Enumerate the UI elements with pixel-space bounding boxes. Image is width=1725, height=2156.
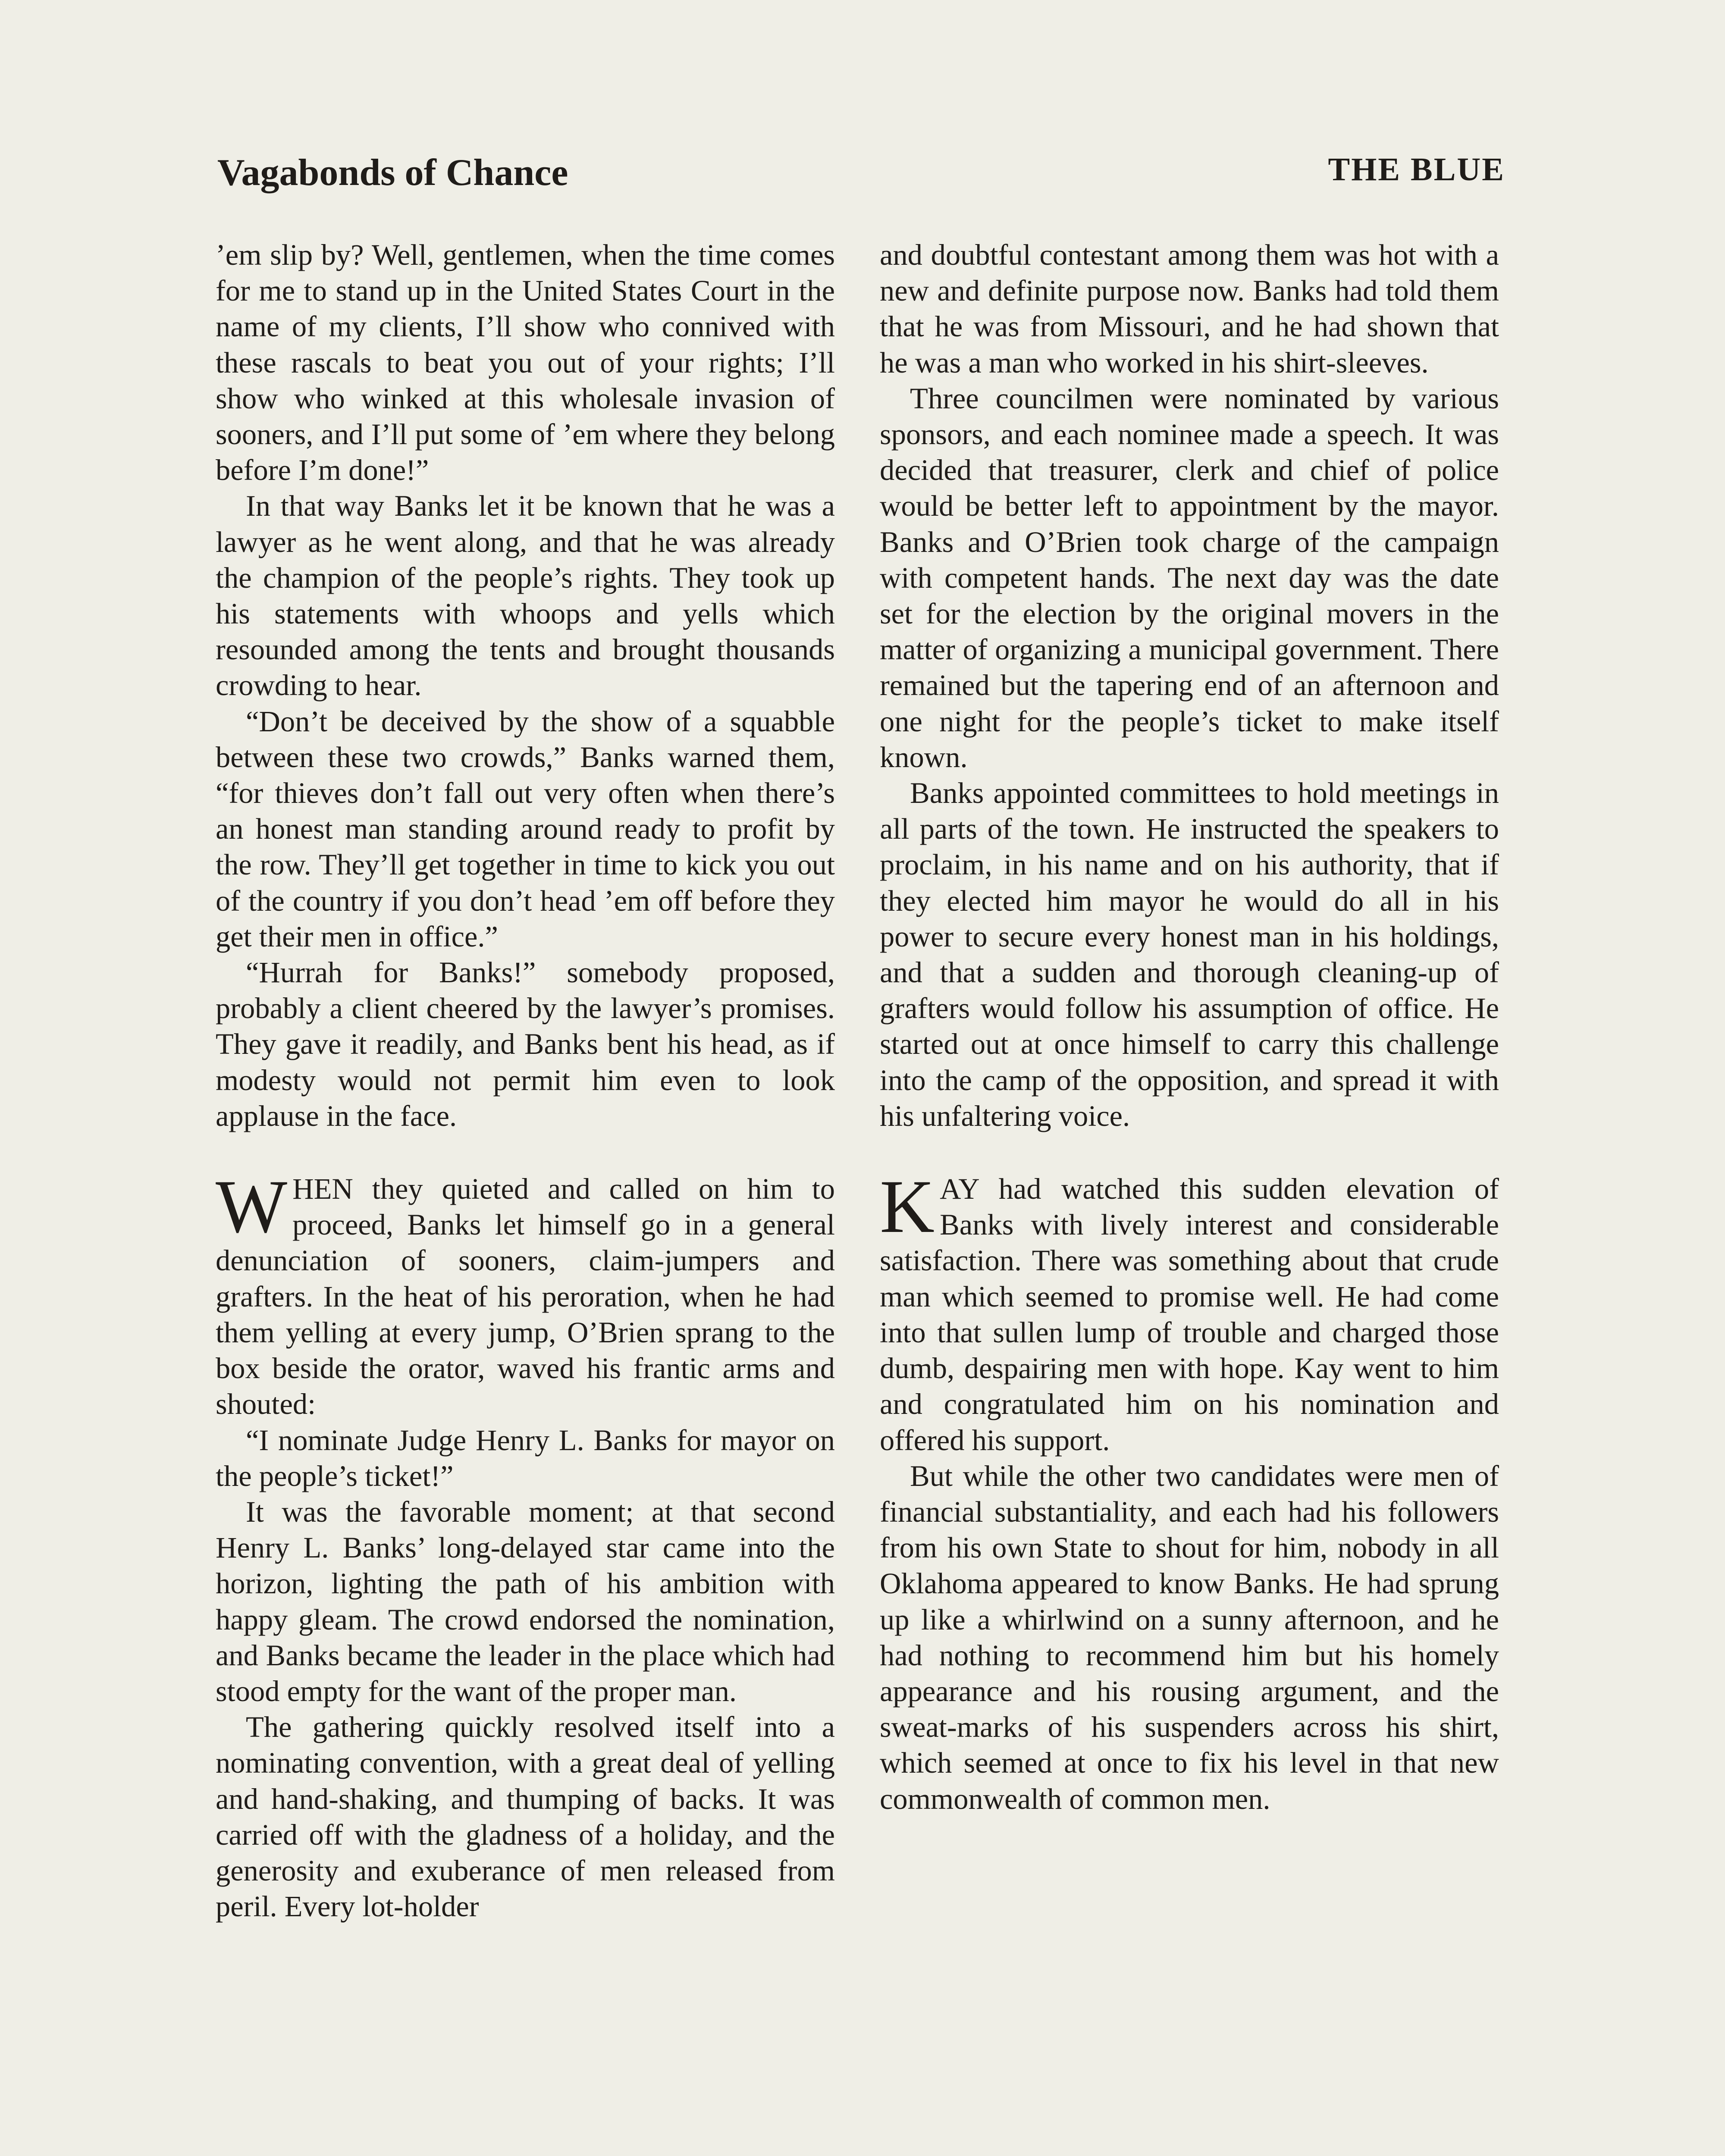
right-column [880,237,1499,1817]
paragraph: Three councilmen were nominated by various sponsors, and each nominee made a speech. It was decided that treasurer, clerk and chief of police would be better left to appointment by the mayor. Banks and O’Brien took charge of the campaign with competent hands. The next day was the date set for the election by the original movers in the matter of organizing a municipal government. There remained but the tapering end of an afternoon and one night for the people’s ticket to make itself known. [880,382,1499,774]
section-paragraph [880,1165,1499,1458]
paragraph: ’em slip by? Well, gentlemen, when the time comes for me to stand up in the United States Court in the name of my clients, I’ll show who connived with these rascals to beat you out of your rights; I’ll show who winked at this wholesale invasion of sooners, and I’ll put some of ’em where they belong before I’m done!” [216,238,835,487]
paragraph: But while the other two candidates were men of financial substantiality, and each had his followers from his own State to shout for him, nobody in all Oklahoma appeared to know Banks. He had sprung up like a whirlwind on a sunny afternoon, and he had nothing to recommend him but his homely appearance and his rousing argument, and the sweat-marks of his suspenders across his shirt, which seemed at once to fix his level in that new commonwealth of common men. [880,1459,1499,1815]
drop-cap: W [216,1165,288,1249]
paragraph: It was the favorable moment; at that second Henry L. Banks’ long-delayed star came into the horizon, lighting the path of his ambition with happy gleam. The crowd endorsed the nomination, and Banks became the leader in the place which had stood empty for the want of the proper man. [216,1495,835,1708]
paragraph: “Hurrah for Banks!” somebody proposed, probably a client cheered by the lawyer’s promises. They gave it readily, and Banks bent his head, as if modesty would not permit him even to look applause in the face. [216,956,835,1132]
paragraph: “Don’t be deceived by the show of a squabble between these two crowds,” Banks warned them, “for thieves don’t fall out very often when there’s an honest man standing around ready to profit by the row. They’ll get together in time to kick you out of the country if you don’t head ’em off before they get their men in office.” [216,705,835,953]
section-paragraph [216,1165,835,1422]
paragraph: Banks appointed committees to hold meetings in all parts of the town. He instructed the speakers to proclaim, in his name and on his authority, that if they elected him mayor he would do all in his power to secure every honest man in his holdings, and that a sudden and thorough cleaning-up of grafters would follow his assumption of office. He started out at once himself to carry this challenge into the camp of the opposition, and spread it with his unfaltering voice. [880,777,1499,1132]
section-text: HEN they quieted and called on him to proceed, Banks let himself go in a general denunciation of sooners, claim-jumpers and grafters. In the heat of his peroration, when he had them yelling at every jump, O’Brien sprang to the box beside the orator, waved his frantic arms and shouted: [216,1172,835,1421]
paragraph: The gathering quickly resolved itself into a nominating convention, with a great deal of yelling and hand-shaking, and thumping of backs. It was carried off with the gladness of a holiday, and the generosity and exuberance of men released from peril. Every lot-holder [216,1711,835,1923]
running-header-magazine: THE BLUE [1328,151,1505,188]
paragraph: and doubtful contestant among them was hot with a new and definite purpose now. Banks had told them that he was from Missouri, and he had shown that he was a man who worked in his shirt-sleeves. [880,238,1499,379]
left-column [216,237,835,1924]
running-header-title: Vagabonds of Chance [217,152,568,194]
drop-cap: K [880,1165,935,1249]
paragraph: In that way Banks let it be known that he was a lawyer as he went along, and that he was already the champion of the people’s rights. They took up his statements with whoops and yells which resounded among the tents and brought thousands crowding to hear. [216,489,835,702]
section-text: AY had watched this sudden elevation of Banks with lively interest and considerable satisfaction. There was something about that crude man which seemed to promise well. He had come into that sullen lump of trouble and charged those dumb, despairing men with hope. Kay went to him and congratulated him on his nomination and offered his support. [880,1172,1499,1457]
paragraph: “I nominate Judge Henry L. Banks for mayor on the people’s ticket!” [216,1423,835,1492]
